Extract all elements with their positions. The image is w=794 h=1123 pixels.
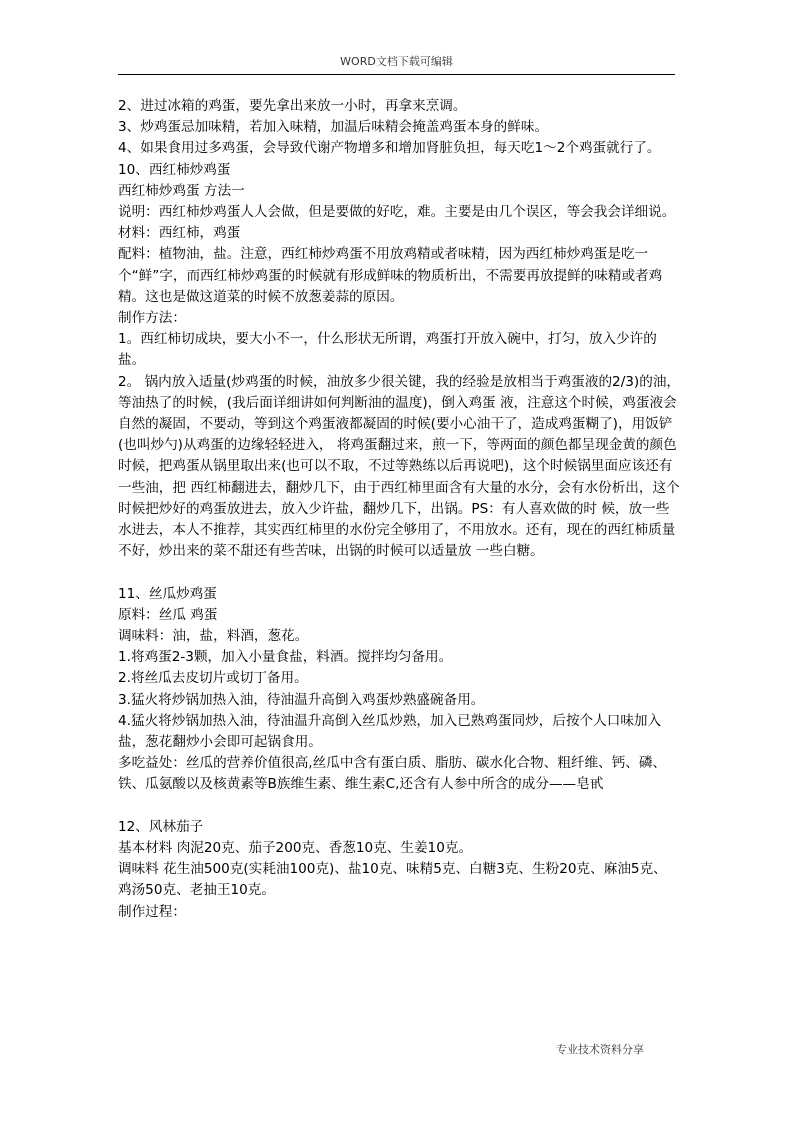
paragraph: 调味料：油，盐，料酒，葱花。 (118, 628, 309, 645)
paragraph: 材料：西红柿，鸡蛋 (118, 225, 241, 242)
paragraph: 原料：丝瓜 鸡蛋 (118, 606, 218, 623)
paragraph: 2.将丝瓜去皮切片或切丁备用。 (118, 670, 308, 687)
paragraph: 制作过程： (118, 903, 186, 920)
paragraph: 基本材料 肉泥20克、茄子200克、香葱10克、生姜10克。 (118, 840, 473, 857)
page-header: WORD文档下载可编辑 (340, 55, 453, 68)
paragraph: 4.猛火将炒锅加热入油，待油温升高倒入丝瓜炒熟，加入已熟鸡蛋同炒，后按个人口味加入盐，葱花翻炒小会即可起锅食用。 (118, 712, 662, 751)
section-heading: 11、丝瓜炒鸡蛋 (118, 585, 217, 602)
paragraph: 调味料 花生油500克(实耗油100克)、盐10克、味精5克、白糖3克、生粉20克、麻油5克、鸡汤50克、老抽王10克。 (118, 861, 667, 899)
paragraph: 2。 锅内放入适量(炒鸡蛋的时候，油放多少很关键，我的经验是放相当于鸡蛋液的2/3)的油，等油热了的时候，(我后面详细讲如何判断油的温度)，倒入鸡蛋 液，注意这个时候，鸡蛋液会自然的凝固，不要动，等到这个鸡蛋液都凝固的时候(要小心油干了，造成鸡蛋糊了)，用饭铲(也叫炒勺)从鸡蛋的边缘轻轻进入， 将鸡蛋翻过来，煎一下，等两面的颜色都呈现金黄的颜色时候，把鸡蛋从锅里取出来(也可以不取，不过等熟练以后再说吧)，这个时候锅里面应该还有一些油，把 西红柿翻进去，翻炒几下，由于西红柿里面含有大量的水分，会有水份析出，这个时候把炒好的鸡蛋放进去，放入少许盐，翻炒几下，出锅。PS：有人喜欢做的时 候，放一些水进去，本人不推荐，其实西红柿里的水份完全够用了，不用放水。还有，现在的西红柿质量不好，炒出来的菜不甜还有些苦味，出锅的时候可以适量放 一些白糖。 (118, 373, 681, 560)
section-heading: 10、西红柿炒鸡蛋 (118, 161, 231, 178)
section-heading: 12、风林茄子 (118, 818, 204, 835)
blank-line (118, 562, 680, 583)
paragraph: 制作方法： (118, 310, 186, 327)
paragraph: 3.猛火将炒锅加热入油，待油温升高倒入鸡蛋炒熟盛碗备用。 (118, 691, 485, 708)
paragraph: 3、炒鸡蛋忌加味精，若加入味精，加温后味精会掩盖鸡蛋本身的鲜味。 (118, 119, 549, 136)
paragraph: 1.将鸡蛋2-3颗，加入小量食盐，料酒。搅拌均匀备用。 (118, 649, 453, 666)
paragraph: 2、进过冰箱的鸡蛋，要先拿出来放一小时，再拿来烹调。 (118, 98, 467, 114)
method-title: 西红柿炒鸡蛋 方法一 (118, 182, 245, 199)
paragraph: 多吃益处：丝瓜的营养价值很高,丝瓜中含有蛋白质、脂肪、碳水化合物、粗纤维、钙、磷、铁、瓜氨酸以及核黄素等B族维生素、维生素C,还含有人参中所含的成分——皂甙 (118, 755, 667, 793)
blank-line (118, 796, 680, 817)
page-footer: 专业技术资料分享 (556, 1043, 644, 1056)
header-rule (118, 74, 675, 75)
paragraph: 配料：植物油，盐。注意，西红柿炒鸡蛋不用放鸡精或者味精，因为西红柿炒鸡蛋是吃一个“鲜”字，而西红柿炒鸡蛋的时候就有形成鲜味的物质析出，不需要再放提鲜的味精或者鸡精。这也是做这道菜的时候不放葱姜蒜的原因。 (118, 246, 663, 305)
document-body (118, 96, 680, 923)
paragraph: 4、如果食用过多鸡蛋，会导致代谢产物增多和增加肾脏负担，每天吃1～2个鸡蛋就行了。 (118, 140, 661, 157)
paragraph: 1。西红柿切成块，要大小不一，什么形状无所谓，鸡蛋打开放入碗中，打匀，放入少许的盐。 (118, 331, 657, 369)
paragraph: 说明：西红柿炒鸡蛋人人会做，但是要做的好吃，难。主要是由几个误区，等会我会详细说。 (118, 204, 676, 221)
